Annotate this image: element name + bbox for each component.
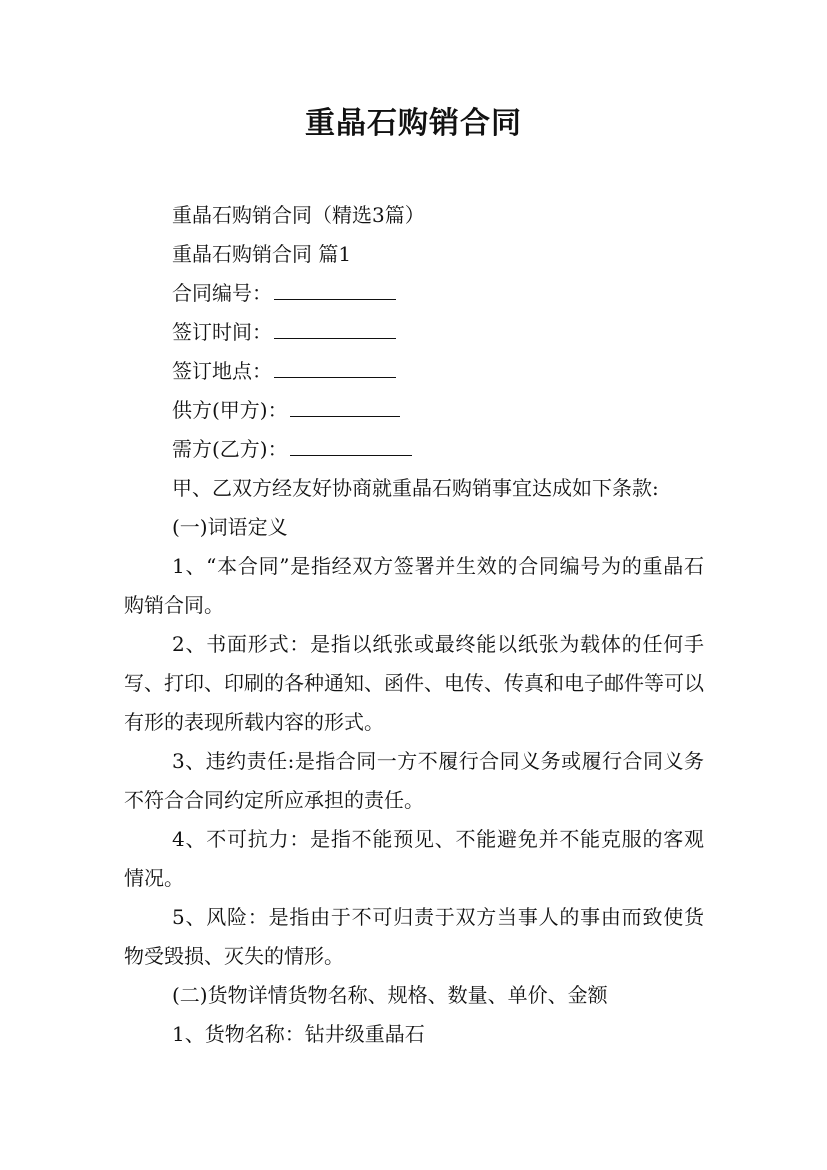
sign-date-label: 签订时间： (172, 320, 272, 344)
sign-date-row (124, 313, 704, 352)
supplier-label: 供方(甲方)： (172, 398, 288, 422)
goods-name: 1、货物名称：钻井级重晶石 (172, 1022, 425, 1046)
document-subtitle: 重晶石购销合同（精选3篇） (172, 203, 425, 227)
section-1-title: (一)词语定义 (172, 515, 288, 539)
contract-number-row (124, 274, 704, 313)
section-2-title: (二)货物详情货物名称、规格、数量、单价、金额 (172, 983, 608, 1007)
buyer-row (124, 430, 704, 469)
intro-text: 甲、乙双方经友好协商就重晶石购销事宜达成如下条款: (172, 476, 659, 500)
definition-5: 5、风险：是指由于不可归责于双方当事人的事由而致使货物受毁损、灭失的情形。 (124, 905, 704, 968)
buyer-label: 需方(乙方)： (172, 437, 288, 461)
document-title: 重晶石购销合同 (305, 106, 522, 141)
supplier-blank (290, 394, 400, 417)
document-body (124, 196, 704, 1054)
definition-2: 2、书面形式：是指以纸张或最终能以纸张为载体的任何手写、打印、印刷的各种通知、函件、电传、传真和电子邮件等可以有形的表现所载内容的形式。 (124, 632, 704, 734)
definition-4: 4、不可抗力：是指不能预见、不能避免并不能克服的客观情况。 (124, 827, 704, 890)
buyer-blank (290, 433, 412, 456)
contract-number-label: 合同编号： (172, 281, 272, 305)
contract-number-blank (274, 277, 396, 300)
sign-place-row (124, 352, 704, 391)
sign-date-blank (274, 316, 396, 339)
supplier-row (124, 391, 704, 430)
definition-3: 3、违约责任:是指合同一方不履行合同义务或履行合同义务不符合合同约定所应承担的责任。 (124, 749, 704, 812)
definition-1: 1、“本合同”是指经双方签署并生效的合同编号为的重晶石购销合同。 (124, 554, 704, 617)
sign-place-label: 签订地点： (172, 359, 272, 383)
article-heading: 重晶石购销合同 篇1 (172, 242, 352, 266)
sign-place-blank (274, 355, 396, 378)
